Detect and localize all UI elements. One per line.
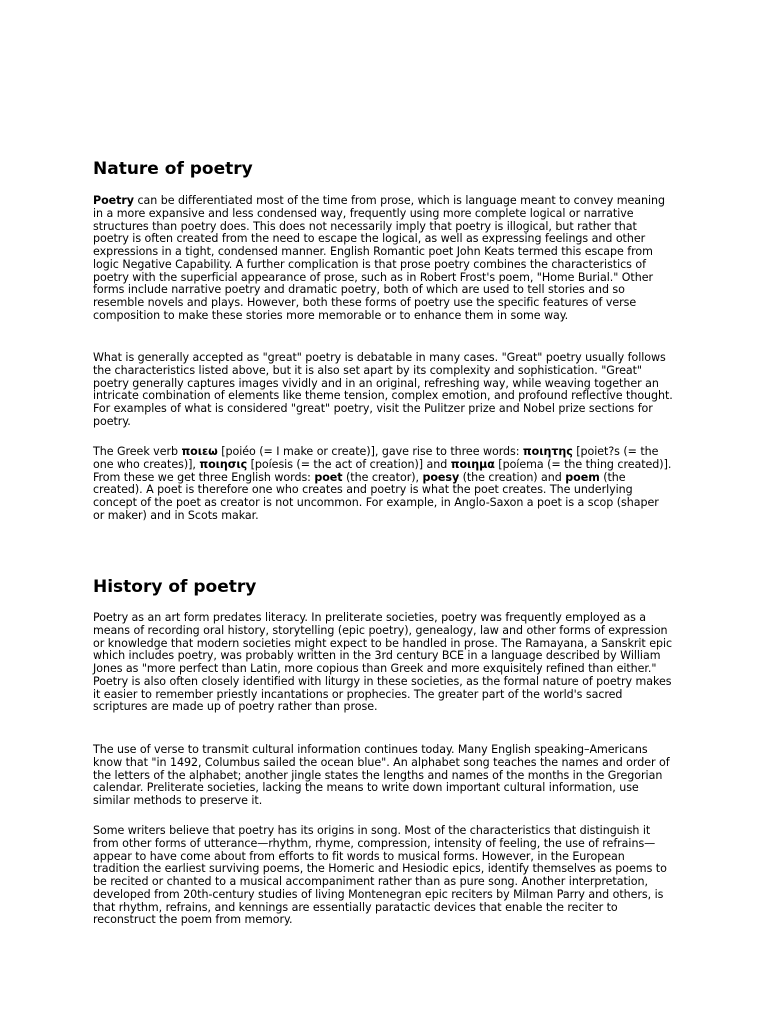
nature-paragraph-3 [93, 446, 673, 523]
nature-paragraph-1 [93, 195, 673, 323]
text-run: The use of verse to transmit cultural information continues today. Many English speaking–Americans know that "in 1492, Columbus sailed the ocean blue". An alphabet song teaches the names and order of the letters of the alphabet; another jingle states the lengths and names of the months in the Gregorian calendar. Preliterate societies, lacking the means to write down important cultural information, use similar methods to preserve it. [93, 743, 670, 807]
bold-term: poem [565, 470, 600, 484]
bold-term: Poetry [93, 194, 134, 207]
text-run: The Greek verb [93, 445, 182, 458]
text-run: Poetry as an art form predates literacy. In preliterate societies, poetry was frequently employed as a means of recording oral history, storytelling (epic poetry), genealogy, law and other forms of expression or knowledge that modern societies might expect to be handled in prose. The Ramayana, a Sanskrit epic which includes poetry, was probably written in the 3rd century BCE in a language described by William Jones as "more perfect than Latin, more copious than Greek and more exquisitely refined than either." Poetry is also often closely identified with liturgy in these societies, as the formal nature of poetry makes it easier to remember priestly incantations or prophecies. The greater part of the world's sacred scriptures are made up of poetry rather than prose. [93, 611, 673, 714]
text-run: (the creator), [342, 470, 423, 484]
section-heading-nature: Nature of poetry [93, 159, 253, 179]
text-run: Some writers believe that poetry has its origins in song. Most of the characteristics that distinguish it from other forms of utterance—rhythm, rhyme, compression, intensity of feeling, the use of refrains—appear to have come about from efforts to fit words to musical forms. However, in the European tradition the earliest surviving poems, the Homeric and Hesiodic epics, identify themselves as poems to be recited or chanted to a musical accompaniment rather than as pure song. Another interpretation, developed from 20th-century studies of living Montenegran epic reciters by Milman Parry and others, is that rhythm, refrains, and kennings are essentially paratactic devices that enable the reciter to reconstruct the poem from memory. [93, 824, 667, 927]
text-run: (the created). A poet is therefore one who creates and poetry is what the poet creates. The underlying concept of the poet as creator is not uncommon. For example, in Anglo-Saxon a poet is a scop (shaper or maker) and in Scots makar. [93, 470, 659, 522]
bold-term: poet [314, 470, 343, 484]
bold-term: ποιητης [522, 445, 573, 458]
text-run: [poiéo (= I make or create)], gave rise to three words: [217, 445, 523, 458]
history-paragraph-3 [93, 825, 673, 927]
text-run: [poíesis (= the act of creation)] and [247, 457, 451, 471]
bold-term: ποιησις [199, 457, 248, 471]
history-paragraph-2 [93, 744, 673, 808]
text-run: What is generally accepted as "great" poetry is debatable in many cases. "Great" poetry usually follows the characteristics listed above, but it is also set apart by its complexity and sophistication. "Great" poetry generally captures images vividly and in an original, refreshing way, while weaving together an intricate combination of elements like theme tension, complex emotion, and profound reflective thought. For examples of what is considered "great" poetry, visit the Pulitzer prize and Nobel prize sections for poetry. [93, 351, 673, 428]
text-run: [poiet?s (= the one who creates)], [93, 445, 659, 471]
text-run: (the creation) and [459, 470, 566, 484]
bold-term: ποιεω [181, 445, 218, 458]
section-heading-history: History of poetry [93, 577, 257, 597]
bold-term: poesy [422, 470, 460, 484]
nature-paragraph-2 [93, 352, 673, 429]
text-run: can be differentiated most of the time from prose, which is language meant to convey meaning in a more expansive and less condensed way, frequently using more complete logical or narrative structures than poetry does. This does not necessarily imply that poetry is illogical, but rather that poetry is often created from the need to escape the logical, as well as expressing feelings and other expressions in a tight, condensed manner. English Romantic poet John Keats termed this escape from logic Negative Capability. A further complication is that prose poetry combines the characteristics of poetry with the superficial appearance of prose, such as in Robert Frost's poem, "Home Burial." Other forms include narrative poetry and dramatic poetry, both of which are used to tell stories and so resemble novels and plays. However, both these forms of poetry use the specific features of verse composition to make these stories more memorable or to enhance them in some way. [93, 194, 665, 322]
history-paragraph-1 [93, 612, 673, 714]
bold-term: ποιημα [450, 457, 495, 471]
text-run: [poíema (= the thing created)]. From these we get three English words: [93, 457, 672, 484]
